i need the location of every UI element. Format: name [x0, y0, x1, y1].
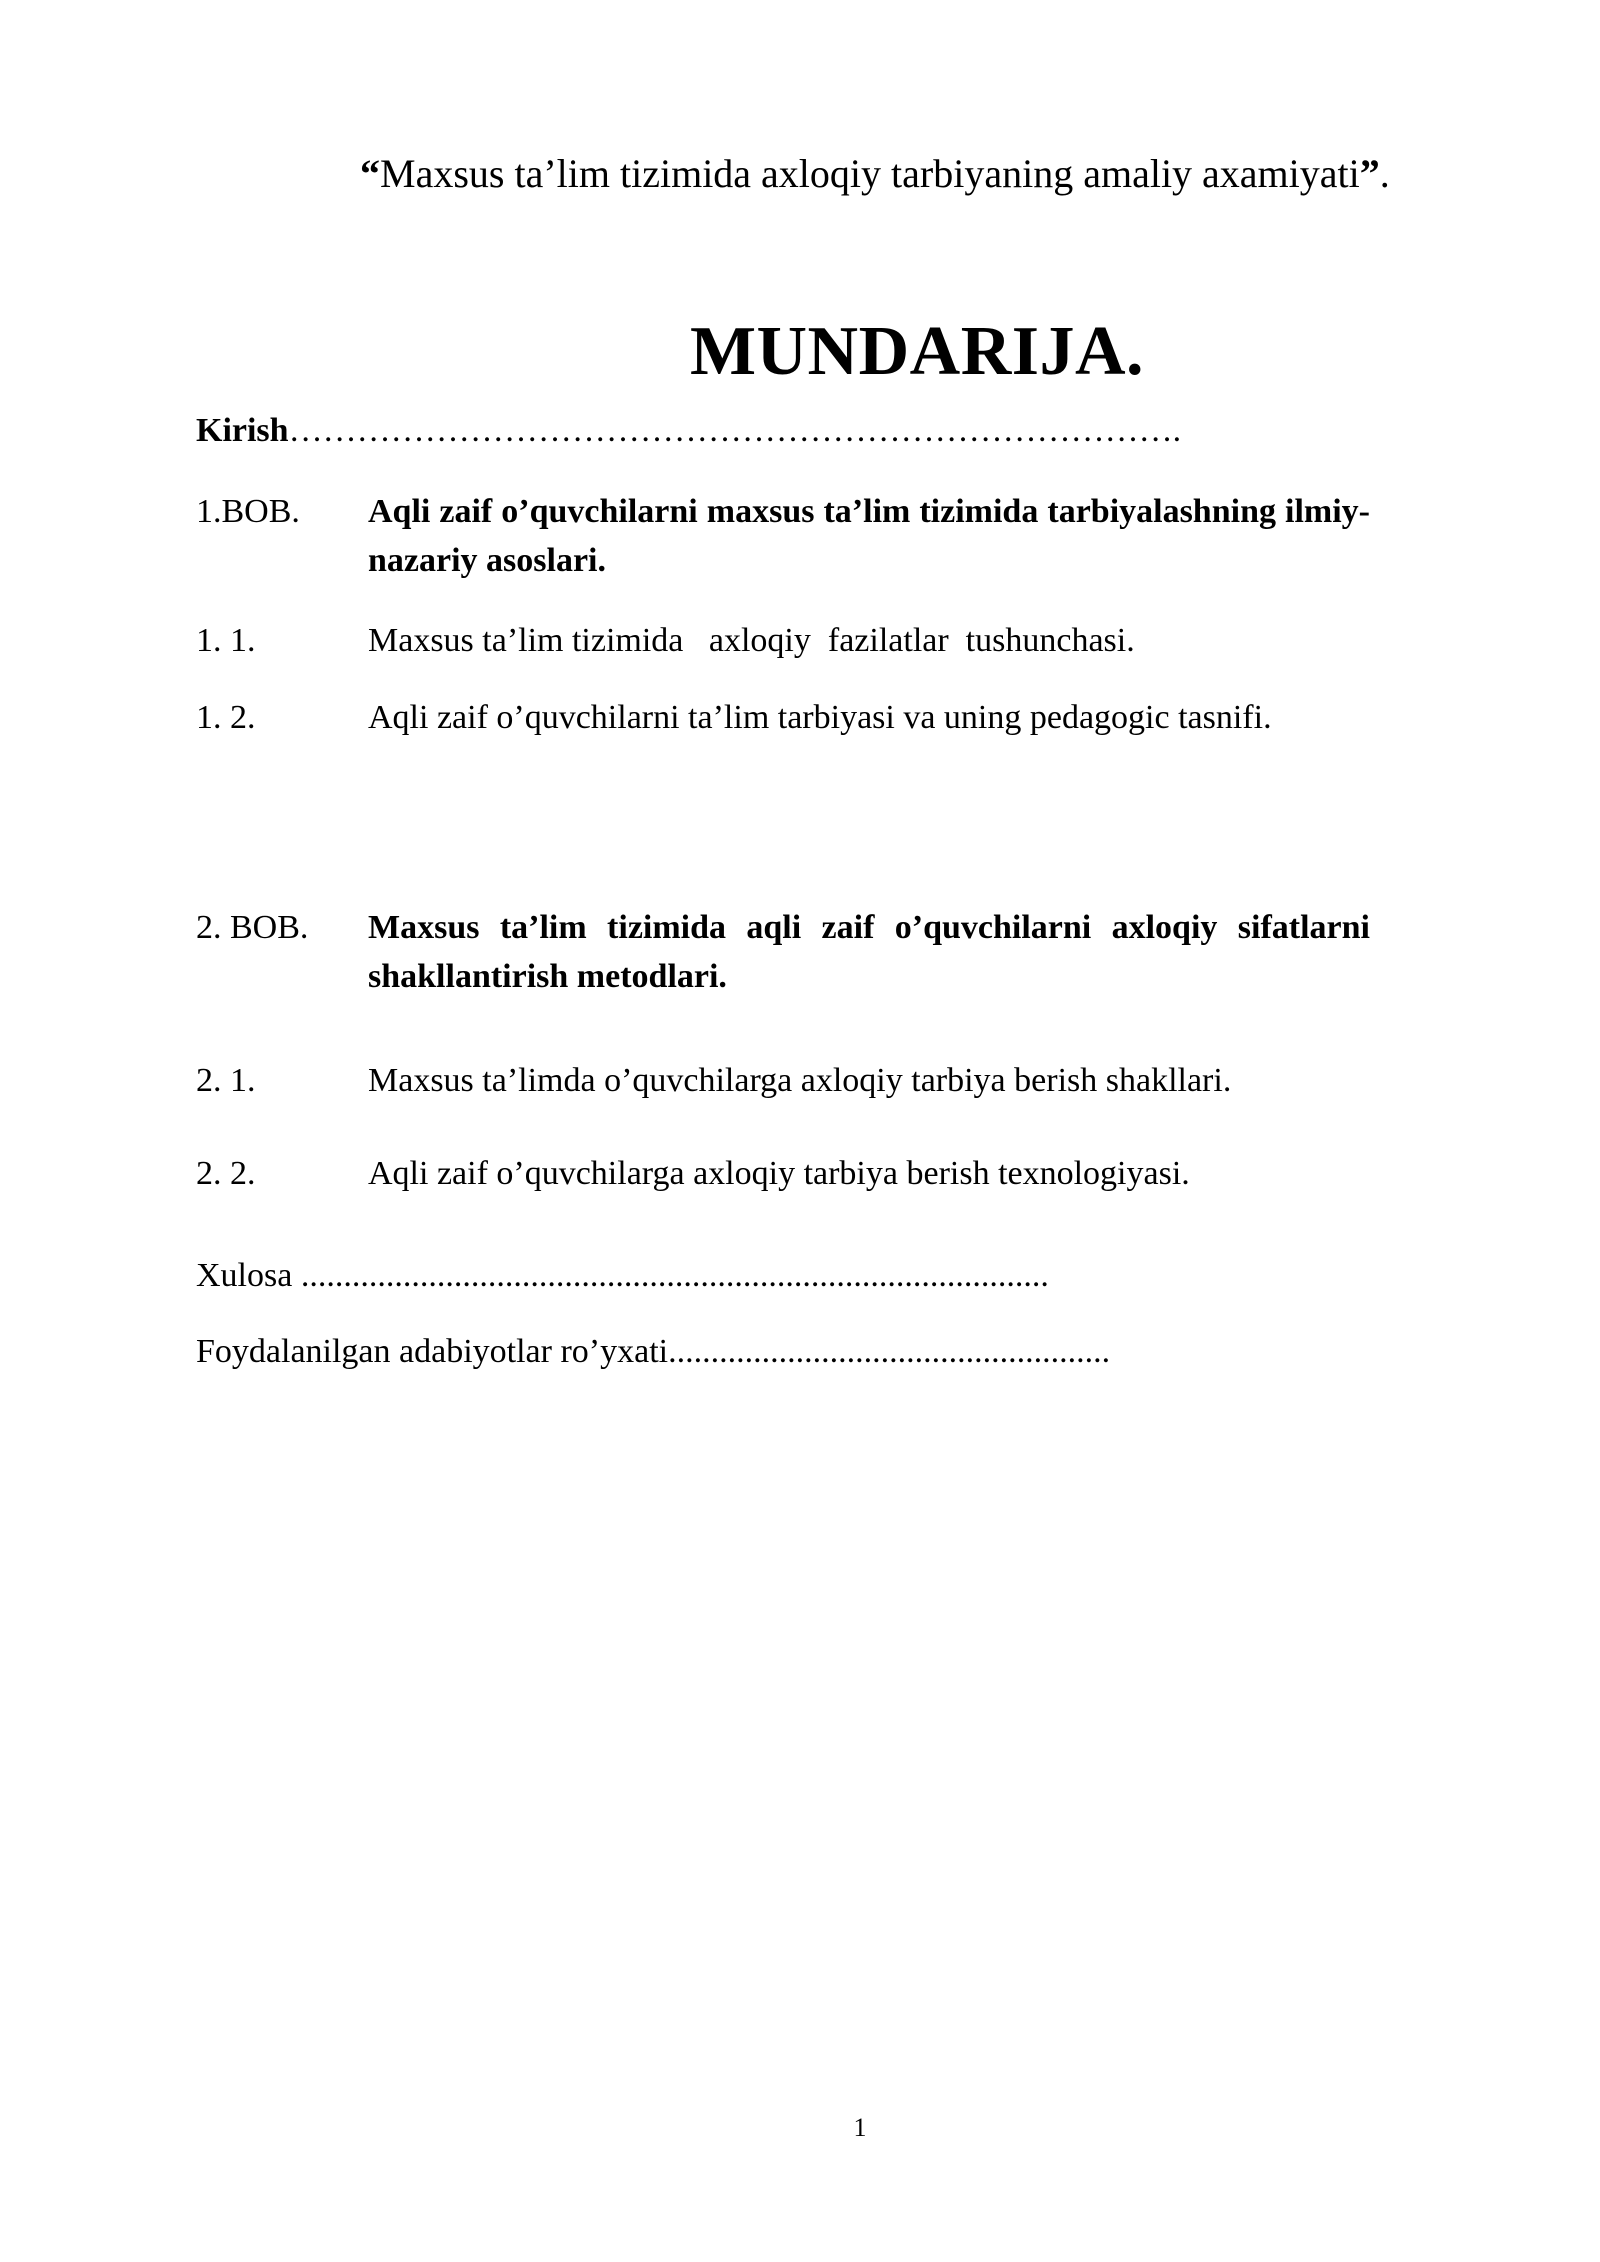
topic-text: Maxsus ta’lim tizimida axloqiy tarbiyaning amaliy axamiyati	[380, 151, 1360, 196]
page-number: 1	[853, 2113, 867, 2142]
toc-conclusion: Xulosa ........................................................................................	[196, 1257, 1049, 1294]
document-topic	[360, 150, 1390, 197]
page-heading: MUNDARIJA.	[689, 313, 1145, 390]
toc-bibliography: Foydalanilgan adabiyotlar ro’yxati....................................................	[196, 1333, 1111, 1370]
toc-section-title: Aqli zaif o’quvchilarni ta’lim tarbiyasi va uning pedagogic tasnifi.	[368, 699, 1272, 736]
toc-intro	[196, 412, 1181, 450]
topic-close-quote: ”	[1359, 151, 1380, 196]
toc-section-title: Maxsus ta’limda o’quvchilarga axloqiy tarbiya berish shakllari.	[368, 1062, 1232, 1099]
toc-number: 2. BOB.	[196, 909, 309, 946]
topic-open-quote: “	[360, 151, 380, 196]
toc-number: 2. 1.	[196, 1062, 256, 1099]
toc-section-title: Maxsus ta’lim tizimida axloqiy fazilatlar tushunchasi.	[368, 622, 1135, 659]
toc-chapter-title: Aqli zaif o’quvchilarni maxsus ta’lim tizimida tarbiyalashning ilmiy-nazariy asoslari.	[368, 493, 1370, 579]
toc-intro-leader: …………………………………………………………………….	[288, 412, 1182, 449]
toc-number: 1.BOB.	[196, 493, 300, 530]
toc-chapter-title: Maxsus ta’lim tizimida aqli zaif o’quvchilarni axloqiy sifatlarni shakllantirish metodlari.	[368, 909, 1370, 995]
toc-intro-label: Kirish	[196, 412, 289, 449]
toc-number: 1. 1.	[196, 622, 256, 659]
topic-end: .	[1379, 151, 1390, 196]
toc-number: 1. 2.	[196, 699, 256, 736]
toc-number: 2. 2.	[196, 1155, 256, 1192]
toc-section-title: Aqli zaif o’quvchilarga axloqiy tarbiya berish texnologiyasi.	[368, 1155, 1190, 1192]
